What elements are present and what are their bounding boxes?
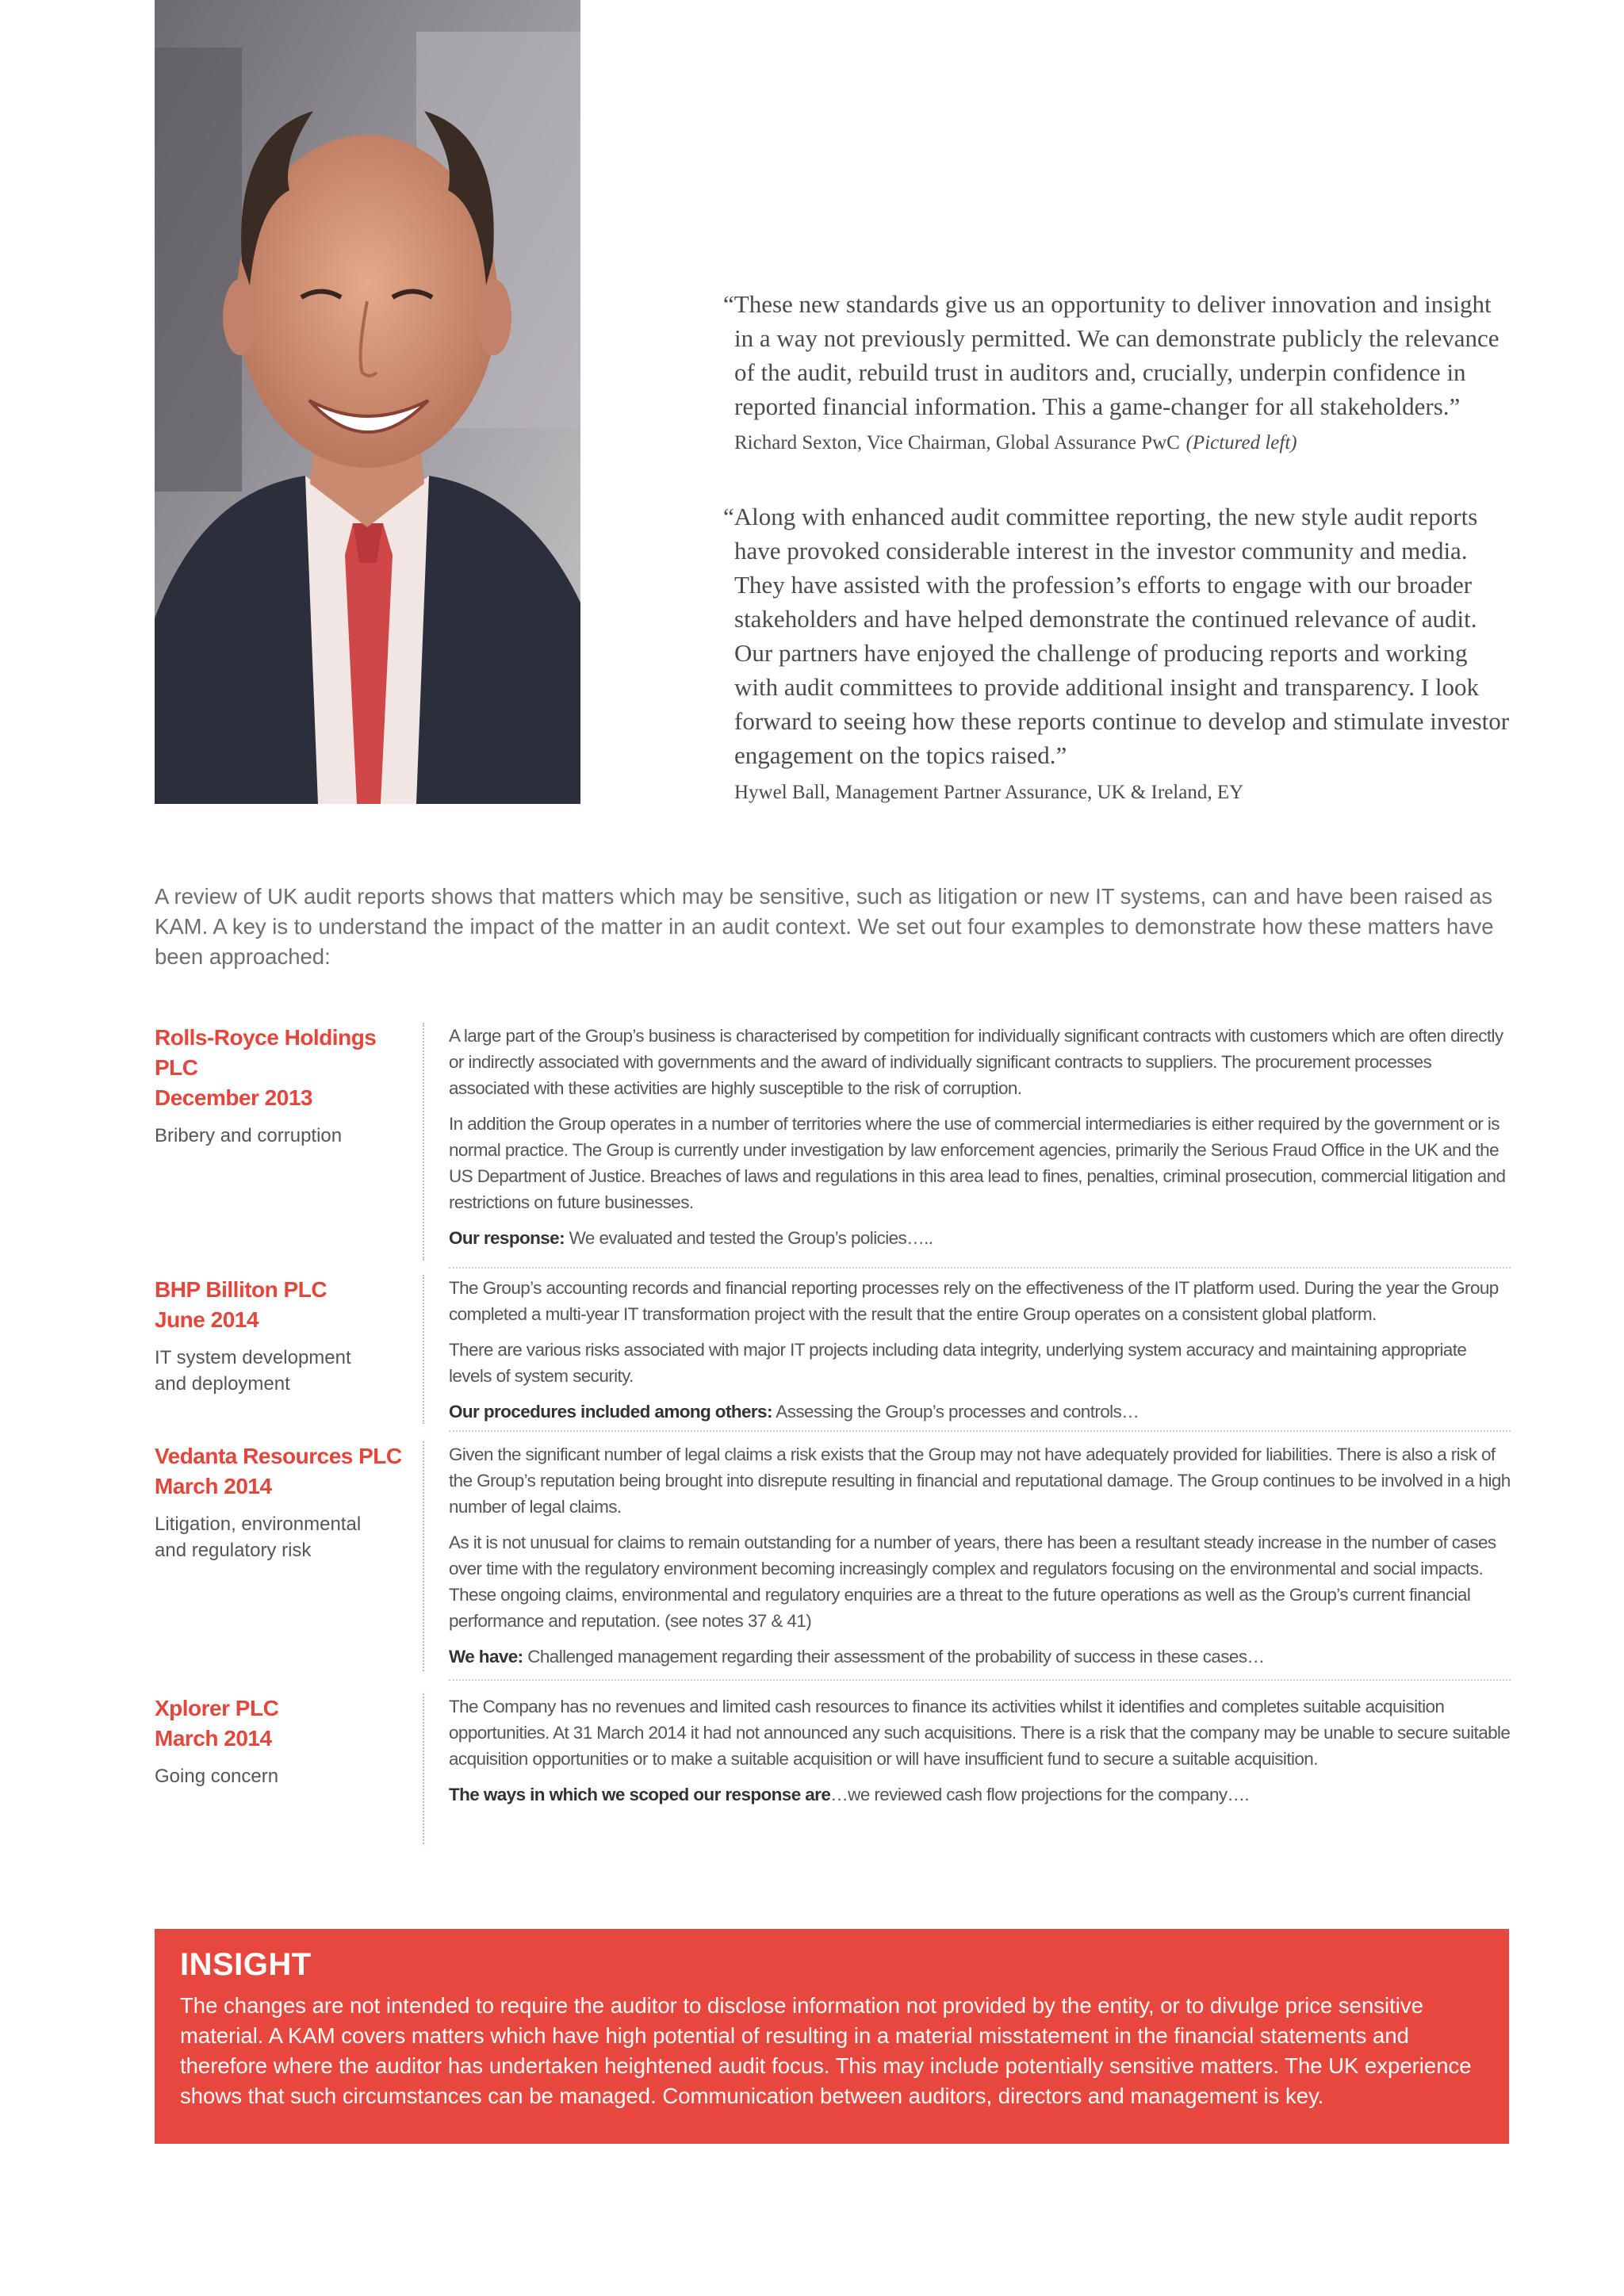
case-response xyxy=(449,1399,1511,1425)
case-response xyxy=(449,1225,1511,1251)
case-xplorer xyxy=(155,1693,1511,1844)
case-heading xyxy=(155,1441,424,1671)
response-text: Challenged management regarding their assessment of the probability of success in these cases… xyxy=(523,1647,1265,1667)
response-label: The ways in which we scoped our response are xyxy=(449,1785,831,1804)
case-body xyxy=(449,1441,1511,1679)
divider-line xyxy=(423,1441,424,1671)
quote-attribution: Richard Sexton, Vice Chairman, Global Assurance PwC xyxy=(734,432,1180,453)
response-label: Our response: xyxy=(449,1228,565,1248)
case-body xyxy=(449,1275,1511,1434)
response-text: We evaluated and tested the Group’s policies….. xyxy=(565,1228,933,1248)
quote-text: “Along with enhanced audit committee reporting, the new style audit reports have provoked considerable interest in the investor community and media. They have assisted with the profession’s efforts to engage with our broader stakeholders and have helped demonstrate the continued relevance of audit. Our partners have enjoyed the challenge of producing reports and working with audit committees to provide additional insight and transparency. I look forward to seeing how these reports continue to develop and stimulate investor engagement on the topics raised.” xyxy=(723,503,1510,769)
response-text: Assessing the Group’s processes and controls… xyxy=(772,1402,1139,1422)
case-response xyxy=(449,1781,1511,1808)
response-text: …we reviewed cash flow projections for the company…. xyxy=(830,1785,1250,1804)
insight-box xyxy=(155,1929,1509,2144)
company-date: March 2014 xyxy=(155,1726,272,1751)
company-date: December 2013 xyxy=(155,1085,312,1110)
divider-line xyxy=(423,1275,424,1424)
case-paragraph: The Company has no revenues and limited cash resources to finance its activities whilst it identifies and completes suitable acquisition opportunities. At 31 March 2014 it had not announced any such acquisitions. There is a risk that the company may be unable to secure suitable acquisition opportunities or to make a suitable acquisition or will have insufficient fund to secure a suitable acquisition. xyxy=(449,1697,1511,1769)
case-paragraph: In addition the Group operates in a number of territories where the use of commercial intermediaries is either required by the government or is normal practice. The Group is currently under investigation by law enforcement agencies, primarily the Serious Fraud Office in the UK and the US Department of Justice. Breaches of laws and regulations in this area lead to fines, penalties, criminal prosecution, commercial litigation and restrictions on future businesses. xyxy=(449,1114,1506,1212)
case-paragraph: Given the significant number of legal claims a risk exists that the Group may not have adequately provided for liabilities. There is also a risk of the Group’s reputation being brought into disrepute resulting in financial and reputational damage. The Group continues to be involved in a high number of legal claims. xyxy=(449,1445,1511,1517)
case-paragraph: A large part of the Group’s business is characterised by competition for individually significant contracts with customers which are often directly or indirectly associated with governments and the award of individually significant contracts to suppliers. The procurement processes associated with these activities are highly susceptible to the risk of corruption. xyxy=(449,1026,1503,1098)
case-paragraph: As it is not unusual for claims to remain outstanding for a number of years, there has been a resultant steady increase in the number of cases over time with the regulatory environment becoming increasingly complex and regulators focusing on the environmental and social impacts. These ongoing claims, environmental and regulatory enquiries are a threat to the future operations as well as the Group’s current financial performance and reputation. (see notes 37 & 41) xyxy=(449,1533,1496,1631)
case-body xyxy=(449,1693,1511,1817)
separator xyxy=(449,1679,1511,1681)
insight-text: The changes are not intended to require the auditor to disclose information not provided by the entity, or to divulge price sensitive material. A KAM covers matters which have high potential of resulting in a material misstatement in the financial statements and therefore where the auditor has undertaken heightened audit focus. This may include potentially sensitive matters. The UK experience shows that such circumstances can be managed. Communication between auditors, directors and management is key. xyxy=(180,1993,1472,2108)
insight-title: INSIGHT xyxy=(180,1947,312,1982)
case-topic: Litigation, environmental and regulatory risk xyxy=(155,1513,362,1561)
intro-paragraph: A review of UK audit reports shows that matters which may be sensitive, such as litigation or new IT systems, can and have been raised as KAM. A key is to understand the impact of the matter in an audit context. We set out four examples to demonstrate how these matters have been approached: xyxy=(155,884,1494,969)
quote-attribution: Hywel Ball, Management Partner Assurance, UK & Ireland, EY xyxy=(734,782,1244,803)
company-date: March 2014 xyxy=(155,1474,272,1498)
portrait-photo xyxy=(155,0,580,804)
company-name: Xplorer PLC xyxy=(155,1696,279,1720)
quote-text: “These new standards give us an opportunity to deliver innovation and insight in a way not previously permitted. We can demonstrate publicly the relevance of the audit, rebuild trust in auditors and, crucially, underpin confidence in reported financial information. This a game-changer for all stakeholders.” xyxy=(723,290,1500,420)
response-label: Our procedures included among others: xyxy=(449,1402,772,1422)
case-heading xyxy=(155,1275,424,1424)
case-response xyxy=(449,1644,1511,1670)
case-topic: IT system development and deployment xyxy=(155,1347,351,1395)
case-body xyxy=(449,1023,1511,1261)
case-rolls-royce xyxy=(155,1023,1511,1261)
case-heading xyxy=(155,1023,424,1261)
quotes-section xyxy=(723,287,1516,848)
company-name: Vedanta Resources PLC xyxy=(155,1444,402,1468)
divider-line xyxy=(423,1693,424,1844)
company-name: Rolls-Royce Holdings PLC xyxy=(155,1025,377,1080)
case-heading xyxy=(155,1693,424,1844)
case-topic: Going concern xyxy=(155,1766,279,1787)
divider-line xyxy=(423,1023,424,1261)
case-topic: Bribery and corruption xyxy=(155,1125,343,1146)
company-date: June 2014 xyxy=(155,1307,259,1332)
case-vedanta xyxy=(155,1441,1511,1671)
company-name: BHP Billiton PLC xyxy=(155,1277,327,1302)
case-bhp-billiton xyxy=(155,1275,1511,1424)
response-label: We have: xyxy=(449,1647,523,1667)
separator xyxy=(449,1430,1511,1432)
case-paragraph: There are various risks associated with major IT projects including data integrity, underlying system accuracy and maintaining appropriate levels of system security. xyxy=(449,1340,1467,1386)
case-paragraph: The Group’s accounting records and financial reporting processes rely on the effectiveness of the IT platform used. During the year the Group completed a multi-year IT transformation project with the result that the entire Group operates on a consistent global platform. xyxy=(449,1278,1499,1324)
quote-ball xyxy=(723,499,1516,809)
quote-note: (Pictured left) xyxy=(1185,432,1297,453)
separator xyxy=(449,1267,1511,1269)
quote-sexton xyxy=(723,287,1516,460)
